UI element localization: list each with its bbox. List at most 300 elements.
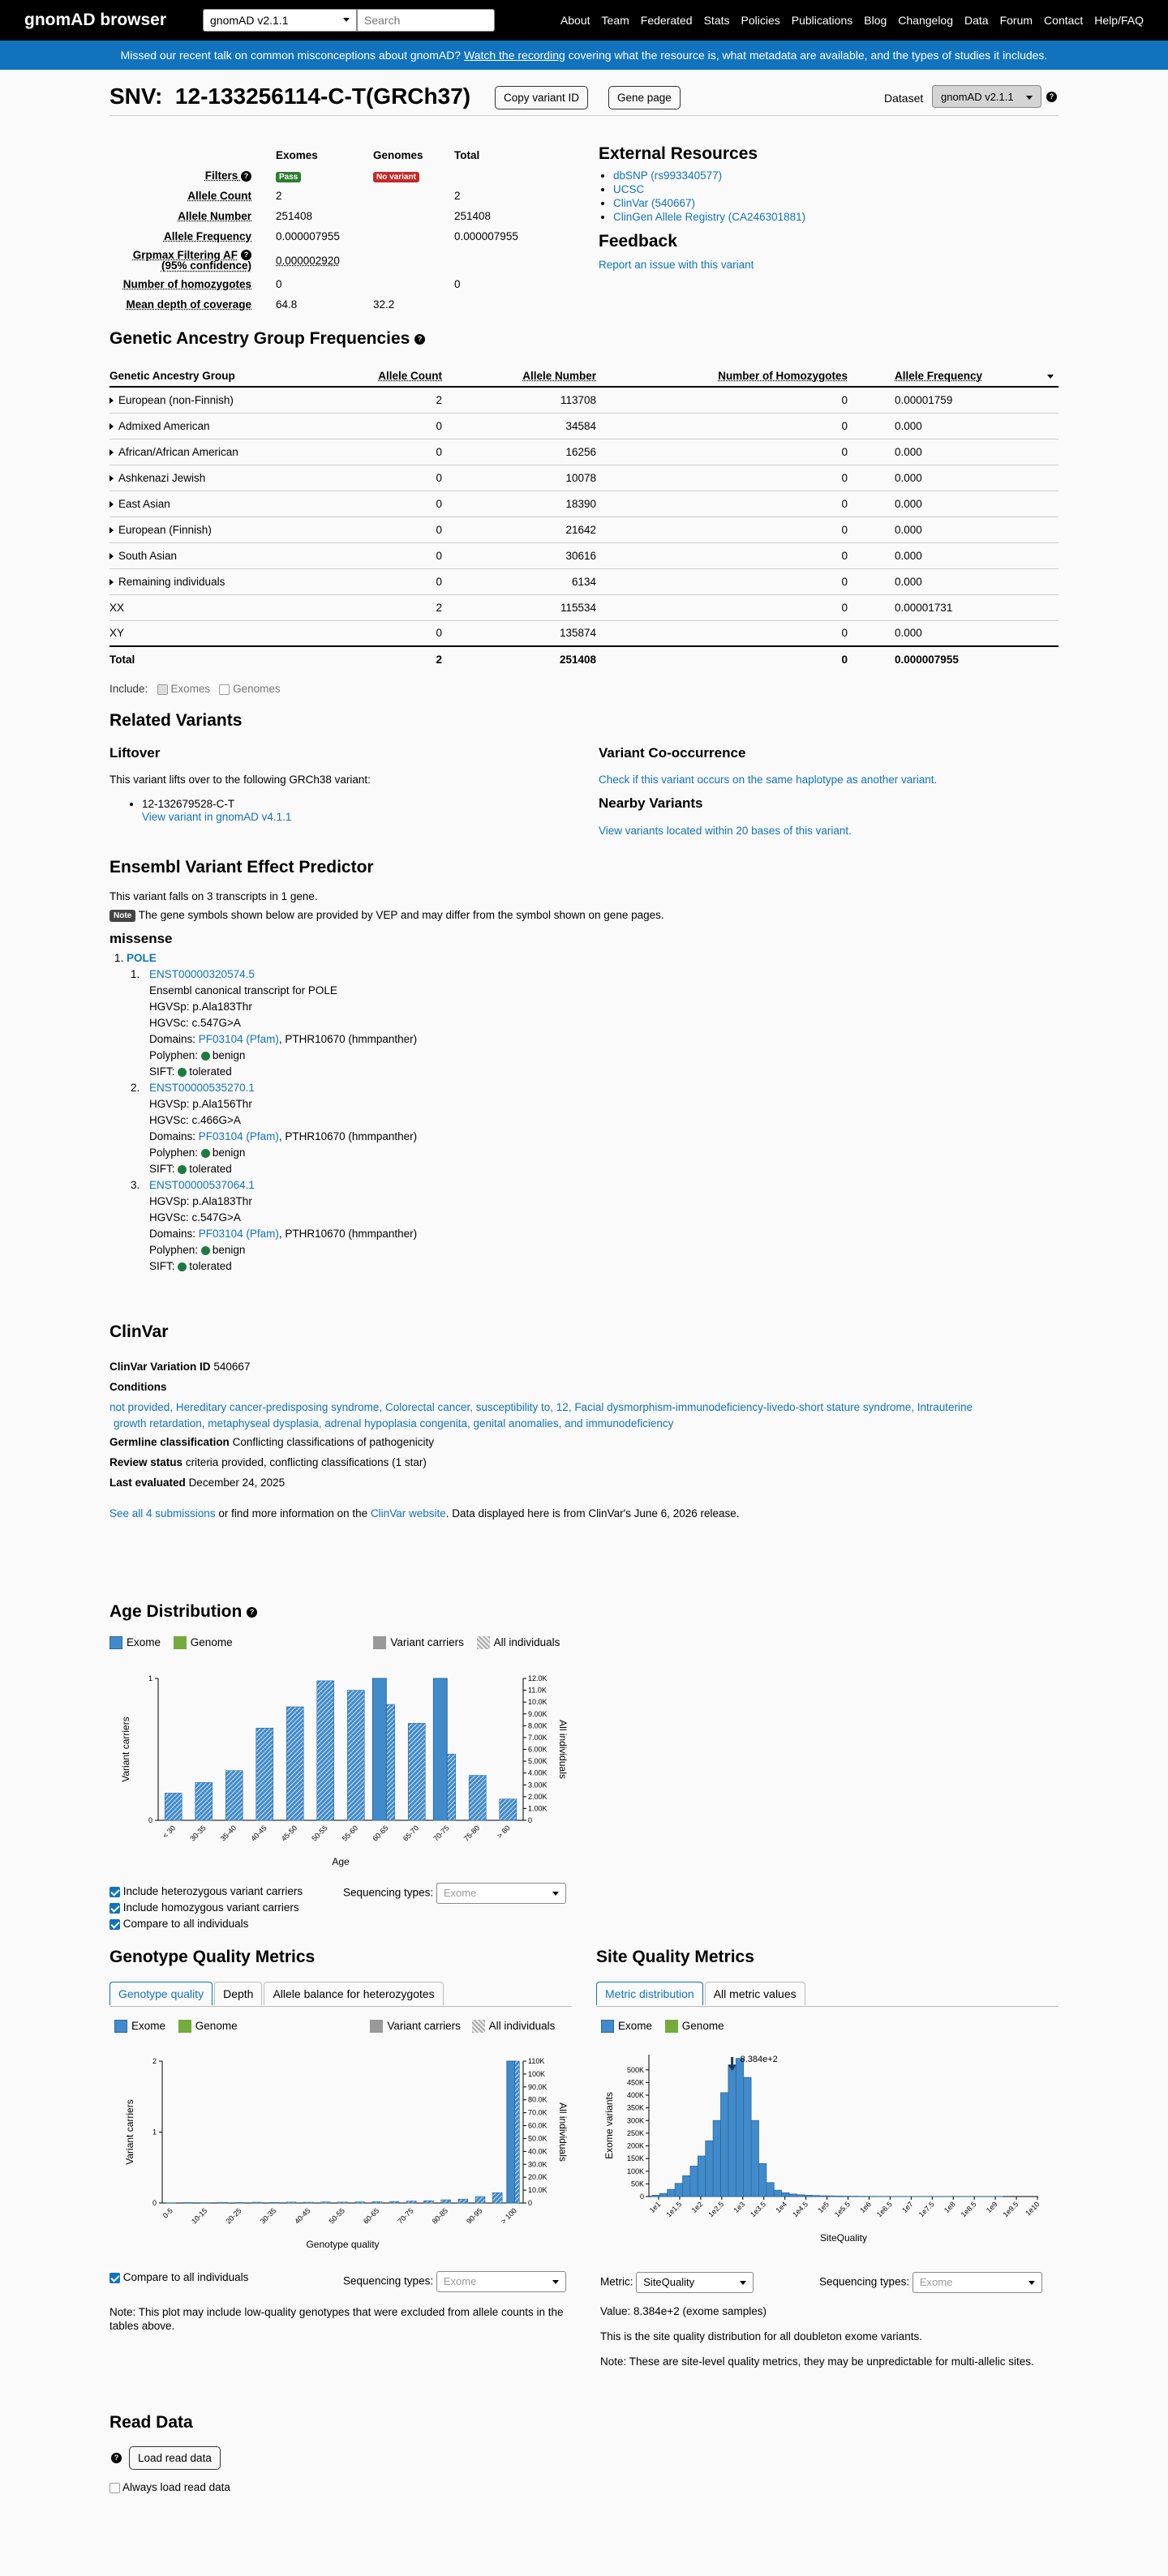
tab-all-metric-values[interactable]: All metric values (705, 1982, 805, 2005)
genome-swatch (178, 2020, 191, 2033)
gq-chart (110, 2047, 572, 2274)
sq-seq-type: Sequencing types: Exome (819, 2272, 1042, 2293)
gene-page-button[interactable]: Gene page (608, 86, 681, 109)
all-individuals-bar (234, 2202, 244, 2203)
summary-table (110, 145, 518, 315)
dataset-label: Dataset (884, 92, 924, 105)
histogram-bar (827, 2196, 835, 2197)
all-individuals-bar (303, 2202, 313, 2203)
all-individuals-bar (469, 1776, 486, 1820)
all-individuals-bar (225, 1771, 243, 1820)
all-individuals-bar (372, 2201, 382, 2203)
all-individuals-bar (183, 2202, 193, 2203)
tolerated-dot-icon (178, 1262, 187, 1271)
histogram-bar (758, 2163, 766, 2197)
x-tick-label: 60-65 (361, 2206, 381, 2226)
y2-tick-label: 1.00K (528, 1804, 548, 1813)
expand-icon[interactable] (110, 397, 114, 404)
x-tick-label: 1e8.5 (959, 2200, 978, 2219)
x-tick-label: 1e3 (732, 2200, 747, 2215)
condition-link[interactable]: growth retardation, metaphyseal dysplasia, adrenal hypoplasia congenita, genital anomalies, and immunodeficiency (114, 1417, 674, 1429)
x-tick-label: > 100 (499, 2206, 518, 2226)
table-row[interactable]: South Asian 0 30616 0 0.000 (110, 542, 1058, 568)
x-tick-label: 75-80 (462, 1824, 482, 1843)
y-tick-label: 350K (626, 2103, 644, 2112)
y-tick-label: 400K (626, 2091, 644, 2099)
include-row: Include: Exomes Genomes (110, 683, 281, 695)
nav-link-about[interactable]: About (560, 14, 590, 27)
all-individuals-bar (256, 1728, 273, 1820)
expand-icon[interactable] (110, 553, 114, 559)
table-row[interactable]: Ashkenazi Jewish 0 10078 0 0.000 (110, 465, 1058, 491)
y2-tick-label: 10.0K (528, 2186, 548, 2195)
all-individuals-bar (286, 2202, 296, 2203)
feedback-title: Feedback (599, 232, 677, 251)
histogram-bar (706, 2141, 713, 2197)
histogram-bar (797, 2195, 804, 2197)
announcement-banner: Missed our recent talk on common misconceptions about gnomAD? Watch the recording covering what the resource is, what metadata are available, and the types of studies it includes. (0, 41, 1168, 70)
histogram-bar (659, 2193, 667, 2197)
col-header[interactable]: Number of Homozygotes (596, 366, 848, 387)
all-individuals-bar (252, 2202, 262, 2203)
cooccurrence-title: Variant Co-occurrence (599, 745, 746, 761)
compare-all-checkbox[interactable] (110, 2273, 120, 2283)
col-header[interactable]: Allele Frequency (848, 366, 1058, 387)
variant-carriers-bar (507, 2061, 515, 2203)
all-individuals-bar (441, 2200, 451, 2203)
x-tick-label: 50-55 (327, 2206, 346, 2226)
y2-tick-label: 60.0K (528, 2121, 548, 2130)
histogram-bar (835, 2196, 842, 2197)
seq-type-select[interactable]: Exome (436, 1883, 566, 1904)
x-tick-label: 0-5 (161, 2206, 175, 2220)
y-tick-label: 150K (626, 2154, 644, 2163)
conditions-list[interactable] (110, 1399, 1058, 1416)
external-link[interactable]: dbSNP (rs993340577) (613, 169, 723, 182)
nav-link-contact[interactable]: Contact (1044, 14, 1084, 27)
y2-tick-label: 90.0K (528, 2082, 548, 2091)
condition-link[interactable]: , Intrauterine (911, 1401, 973, 1413)
age-chart (110, 1659, 596, 1870)
histogram-bar (774, 2190, 781, 2197)
x-tick-label: 1e7.5 (917, 2200, 936, 2219)
y2-tick-label: 5.00K (528, 1757, 548, 1766)
sq-tabs (596, 1982, 807, 2005)
compare-all-checkbox[interactable] (110, 1919, 120, 1930)
transcript-item: 3. ENST00000537064.1 HGVSp: p.Ala183Thr HGVSc: c.547G>A Domains: PF03104 (Pfam), PTHR10670 (hmmpanther) Polyphen: benign SIFT: tolerated (131, 1179, 418, 1272)
x-tick-label: 1e7 (900, 2200, 915, 2215)
condition-link[interactable]: , Facial dysmorphism-immunodeficiency-livedo-short stature syndrome (568, 1401, 912, 1413)
col-exomes: Exomes (276, 149, 318, 161)
variant-carriers-bar (372, 1678, 386, 1820)
nav-link-team[interactable]: Team (601, 14, 629, 27)
x-tick-label: 1e9 (984, 2200, 999, 2215)
vep-intro: This variant falls on 3 transcripts in 1 gene. (110, 890, 318, 902)
y-tick-label: 250K (626, 2128, 644, 2137)
histogram-bar (721, 2093, 728, 2197)
y2-tick-label: 2.00K (528, 1792, 548, 1801)
y2-tick-label: 0 (528, 1816, 533, 1824)
clinvar-title: ClinVar (110, 1322, 169, 1341)
brand-logo[interactable]: gnomAD browser (24, 11, 167, 29)
x-tick-label: 40-45 (249, 1824, 268, 1843)
chevron-down-icon (1028, 2281, 1035, 2285)
expand-icon[interactable] (110, 501, 114, 508)
table-row: XX 2 115534 0 0.00001731 (110, 594, 1058, 620)
page-title: SNV: 12-133256114-C-T(GRCh37) (110, 84, 471, 109)
dataset-select[interactable]: gnomAD v2.1.1 (203, 9, 357, 32)
tab-metric-distribution[interactable]: Metric distribution (596, 1982, 703, 2005)
histogram-bar (812, 2196, 819, 2197)
report-issue-link[interactable]: Report an issue with this variant (599, 259, 754, 271)
external-resources-title: External Resources (599, 144, 758, 163)
x-tick-label: 50-55 (310, 1824, 329, 1843)
tab-allele-balance-for-heterozygotes[interactable]: Allele balance for heterozygotes (264, 1982, 443, 2005)
col-genomes: Genomes (373, 149, 423, 161)
all-individuals-bar (338, 2202, 348, 2203)
nav-link-federated[interactable]: Federated (640, 14, 693, 27)
y-tick-label: 300K (626, 2116, 644, 2125)
table-row[interactable]: Admixed American 0 34584 0 0.000 (110, 413, 1058, 439)
genome-swatch (665, 2020, 678, 2033)
always-load-row: Always load read data (110, 2481, 230, 2493)
summary-row: Number of homozygotes 0 0 (122, 278, 461, 290)
filters-label: Filters (204, 169, 238, 182)
tab-divider (110, 2006, 572, 2007)
x-tick-label: 80-85 (430, 2206, 450, 2226)
condition-link[interactable]: , Hereditary cancer-predisposing syndrome (170, 1401, 380, 1413)
copy-variant-id-button[interactable]: Copy variant ID (495, 86, 588, 109)
x-tick-label: < 30 (161, 1824, 178, 1840)
y2-tick-label: 50.0K (528, 2134, 548, 2143)
y-tick-label: 1 (152, 2128, 157, 2137)
y2-tick-label: 30.0K (528, 2160, 548, 2169)
chevron-down-icon (552, 2280, 559, 2284)
tolerated-dot-icon (178, 1068, 187, 1077)
histogram-bar (744, 2077, 751, 2197)
x-tick-label: 1e1 (647, 2200, 663, 2215)
gq-tabs (110, 1982, 445, 2005)
ancestry-freq-title: Genetic Ancestry Group Frequencies ? (110, 329, 425, 349)
vep-note: Note The gene symbols shown below are provided by VEP and may differ from the symbol shown on gene pages. (110, 909, 664, 922)
main-nav (560, 14, 1144, 27)
transcript-item: 2. ENST00000535270.1 HGVSp: p.Ala156Thr HGVSc: c.466G>A Domains: PF03104 (Pfam), PTHR10670 (hmmpanther) Polyphen: benign SIFT: tolerated (131, 1082, 418, 1175)
age-seq-type: Sequencing types: Exome (343, 1883, 566, 1904)
pfam-link[interactable]: PF03104 (Pfam) (198, 1033, 279, 1045)
y-tick-label: 50K (630, 2180, 644, 2188)
tab-genotype-quality[interactable]: Genotype quality (110, 1982, 213, 2005)
liftover-variant: • 12-132679528-C-T View variant in gnomAD v4.1.1 (142, 798, 291, 824)
transcript-link[interactable]: ENST00000320574.5 (149, 968, 255, 980)
sq-legend: Exome Genome (601, 2020, 724, 2033)
gq-note: Note: This plot may include low-quality genotypes that were excluded from allele counts in the tables above. (110, 2306, 564, 2332)
col-total: Total (454, 149, 480, 161)
benign-dot-icon (201, 1149, 210, 1158)
help-icon[interactable]: ? (241, 250, 251, 260)
histogram-bar (736, 2059, 743, 2197)
x-tick-label: 70-75 (396, 2206, 415, 2226)
histogram-bar (652, 2195, 659, 2197)
pfam-link[interactable]: PF03104 (Pfam) (198, 1228, 279, 1240)
summary-row: Allele Frequency 0.000007955 0.000007955 (163, 230, 518, 242)
age-options: Include heterozygous variant carriers Include homozygous variant carriers Compare to all individuals (110, 1884, 303, 1932)
histogram-bar (698, 2156, 705, 2197)
nav-link-data[interactable]: Data (964, 14, 989, 27)
table-row[interactable]: East Asian 0 18390 0 0.000 (110, 491, 1058, 516)
y2-tick-label: 100K (528, 2069, 546, 2078)
all-individuals-bar (424, 2201, 434, 2203)
expand-icon[interactable] (110, 423, 114, 430)
sq-note: Note: These are site-level quality metrics, they may be unpredictable for multi-allelic sites. (600, 2355, 1034, 2368)
nav-link-publications[interactable]: Publications (791, 14, 853, 27)
grpmax-row: Grpmax Filtering AF ? (95% confidence) 0.000002920 (110, 246, 518, 274)
x-tick-label: 1e9.5 (1001, 2200, 1020, 2219)
condition-link[interactable]: not provided (110, 1401, 170, 1413)
pfam-link[interactable]: PF03104 (Pfam) (198, 1130, 279, 1142)
dataset-dropdown[interactable]: gnomAD v2.1.1 (932, 85, 1041, 108)
no-variant-badge: No variant (373, 172, 419, 182)
x-tick-label: 1e5 (816, 2200, 831, 2215)
x-tick-label: 1e8 (942, 2200, 957, 2215)
transcript-link[interactable]: ENST00000535270.1 (149, 1082, 255, 1094)
all-individuals-swatch (477, 1636, 490, 1649)
expand-icon[interactable] (110, 449, 114, 456)
y2-tick-label: 6.00K (528, 1745, 548, 1754)
col-header[interactable]: Allele Count (328, 366, 442, 387)
histogram-bar (766, 2183, 774, 2197)
gq-legend: Exome Genome Variant carriers All individuals (114, 2020, 577, 2033)
always-load-checkbox[interactable] (110, 2483, 120, 2493)
variant-header (110, 84, 1058, 116)
benign-dot-icon (201, 1246, 210, 1255)
x-tick-label: 10-15 (190, 2206, 209, 2226)
nav-link-changelog[interactable]: Changelog (898, 14, 954, 27)
y2-tick-label: 8.00K (528, 1721, 548, 1730)
gq-compare: Compare to all individuals (110, 2271, 248, 2283)
histogram-bar (683, 2175, 690, 2197)
y2-tick-label: 10.0K (528, 1698, 548, 1707)
search-input[interactable] (357, 9, 495, 32)
tab-depth[interactable]: Depth (214, 1982, 262, 2005)
all-individuals-bar (408, 1723, 425, 1820)
all-individuals-bar (195, 1782, 213, 1820)
y2-tick-label: 4.00K (528, 1768, 548, 1777)
y2-tick-label: 110K (528, 2057, 545, 2065)
external-link[interactable]: ClinGen Allele Registry (CA246301881) (613, 211, 806, 223)
external-link[interactable]: UCSC (613, 183, 645, 195)
col-header[interactable]: Allele Number (442, 366, 596, 387)
value-annotation: 8.384e+2 (740, 2055, 778, 2064)
all-individuals-bar (269, 2202, 279, 2203)
nearby-link[interactable]: View variants located within 20 bases of this variant. (599, 825, 852, 837)
y-tick-label: 500K (626, 2065, 644, 2074)
all-individuals-bar (475, 2197, 485, 2203)
histogram-bar (728, 2065, 736, 2197)
x-tick-label: 35-40 (218, 1824, 238, 1843)
all-individuals-bar (320, 2202, 330, 2203)
include-het-checkbox[interactable] (110, 1887, 120, 1897)
table-row[interactable]: European (non-Finnish) 2 113708 0 0.00001759 (110, 387, 1058, 413)
all-individuals-bar (347, 1691, 364, 1820)
carriers-swatch (373, 1636, 386, 1649)
liftover-list (142, 798, 291, 824)
x-tick-label: 1e2.5 (706, 2200, 726, 2219)
chevron-down-icon (1026, 96, 1033, 100)
sq-value: Value: 8.384e+2 (exome samples) (600, 2305, 766, 2317)
include-genomes-checkbox[interactable] (219, 684, 230, 695)
table-row[interactable]: Remaining individuals 0 6134 0 0.000 (110, 568, 1058, 594)
x-tick-label: 55-60 (340, 1824, 360, 1843)
sq-desc: This is the site quality distribution for all doubleton exome variants. (600, 2330, 922, 2342)
all-individuals-bar (217, 2202, 227, 2203)
external-link[interactable]: ClinVar (540667) (613, 197, 696, 209)
vep-gene-list: 1. POLE 1. ENST00000320574.5 Ensembl canonical transcript for POLE HGVSp: p.Ala183Thr HGVSc: c.547G>A Domains: PF03104 (Pfam), PTHR10670 (hmmpanther) Polyphen: benign SIFT: tolerated 2. ENST00000535270.1 HGVSp: p.Ala156Thr HGVSc: c.466G>A Domains: PF03104 (Pfam), PTHR10670 (hmmpanther) Polyphen: benign SIFT: tolerated 3. ENST00000537064.1 HGVSp: p.Ala183Thr HGVSc: c.547G>A Domains: PF03104 (Pfam), PTHR10670 (hmmpanther) Polyphen: benign SIFT: tolerated (110, 950, 417, 1275)
grpmax-exome: 0.000002920 (276, 254, 340, 267)
table-row[interactable]: European (Finnish) 0 21642 0 0.000 (110, 516, 1058, 542)
transcript-link[interactable]: ENST00000537064.1 (149, 1179, 255, 1191)
exome-swatch (110, 1636, 122, 1649)
histogram-bar (713, 2120, 720, 2197)
x-tick-label: 30-35 (188, 1824, 208, 1843)
external-resources (599, 144, 1053, 271)
summary-row: Mean depth of coverage 64.8 32.2 (126, 298, 395, 311)
y2-tick-label: 3.00K (528, 1781, 548, 1789)
x-tick-label: 45-50 (279, 1824, 299, 1843)
nav-link-stats[interactable]: Stats (703, 14, 730, 27)
y-tick-label: 0 (148, 1816, 152, 1824)
top-nav-bar (0, 0, 1168, 41)
all-submissions-link[interactable]: See all 4 submissions (110, 1507, 216, 1519)
gene-link[interactable]: POLE (127, 952, 157, 964)
x-axis-label: Age (332, 1856, 350, 1867)
y2-tick-label: 7.00K (528, 1733, 548, 1742)
x-tick-label: 60-65 (371, 1824, 390, 1843)
liftover-title: Liftover (110, 745, 161, 761)
banner-link[interactable]: Watch the recording (464, 49, 565, 62)
liftover-text: This variant lifts over to the following GRCh38 variant: (110, 774, 371, 786)
chevron-down-icon (552, 1892, 559, 1896)
y-tick-label: 0 (152, 2199, 157, 2207)
y2-tick-label: 80.0K (528, 2095, 548, 2104)
include-hom-checkbox[interactable] (110, 1903, 120, 1914)
table-row: XY 0 135874 0 0.000 (110, 620, 1058, 646)
y2-tick-label: 12.0K (528, 1674, 548, 1682)
help-icon[interactable]: ? (111, 2453, 122, 2463)
y-tick-label: 100K (626, 2167, 644, 2175)
clinvar-website-link[interactable]: ClinVar website (370, 1507, 446, 1519)
pass-badge: Pass (276, 172, 301, 182)
histogram-bar (668, 2189, 675, 2197)
summary-row: Allele Number 251408 251408 (178, 210, 492, 222)
x-tick-label: 1e4 (774, 2200, 789, 2215)
clinvar-section: ClinVar Variation ID 540667 Conditions not provided, Hereditary cancer-predisposing syndrome, Colorectal cancer, susceptibility to, 12, Facial dysmorphism-immunodeficiency-livedo-short stature syndrome, Intrauterine growth retardation, metaphyseal dysplasia, adrenal hypoplasia congenita, genital anomalies, and immunodeficiency Germline classification Conflicting classifications of pathogenicity Review status criteria provided, conflicting classifications (1 star) Last evaluated December 24, 2025 See all 4 submissions or find more information on the ClinVar website. Data displayed here is from ClinVar's June 6, 2026 release. (110, 1359, 1058, 1522)
y-axis-label: Variant carriers (120, 1717, 131, 1782)
all-individuals-bar (317, 1681, 334, 1820)
all-individuals-bar (355, 2202, 365, 2203)
help-icon[interactable]: ? (1046, 92, 1057, 102)
col-header[interactable]: Genetic Ancestry Group (110, 366, 328, 387)
all-individuals-bar (165, 1793, 182, 1820)
genotype-quality-title: Genotype Quality Metrics (110, 1948, 316, 1966)
x-tick-label: 65-70 (401, 1824, 421, 1843)
consequence-title: missense (110, 931, 173, 946)
help-icon[interactable]: ? (414, 334, 425, 345)
nav-link-policies[interactable]: Policies (741, 14, 780, 27)
read-data-title: Read Data (110, 2413, 193, 2432)
y-tick-label: 200K (626, 2141, 644, 2150)
x-tick-label: 30-35 (258, 2206, 278, 2226)
tab-divider (596, 2006, 1058, 2007)
sort-icon[interactable] (1047, 375, 1054, 379)
seq-type-select[interactable]: Exome (912, 2272, 1042, 2293)
x-tick-label: 1e6.5 (874, 2200, 894, 2219)
liftover-link[interactable]: View variant in gnomAD v4.1.1 (142, 811, 292, 823)
y-axis-label: Variant carriers (124, 2099, 135, 2165)
load-read-data-button[interactable]: Load read data (129, 2446, 221, 2470)
x-tick-label: 20-25 (224, 2206, 243, 2226)
x-tick-label: 1e1.5 (664, 2200, 684, 2219)
tolerated-dot-icon (178, 1165, 187, 1174)
histogram-bar (782, 2192, 789, 2197)
exome-swatch (601, 2020, 614, 2033)
table-row[interactable]: African/African American 0 16256 0 0.000 (110, 439, 1058, 465)
help-icon[interactable]: ? (241, 171, 251, 182)
seq-type-select[interactable]: Exome (436, 2271, 566, 2292)
x-tick-label: 1e5.5 (832, 2200, 852, 2219)
site-quality-title: Site Quality Metrics (596, 1948, 754, 1966)
variant-carriers-bar (433, 1678, 447, 1820)
exome-swatch (114, 2020, 127, 2033)
sq-chart (596, 2040, 1058, 2259)
y2-tick-label: 9.00K (528, 1709, 548, 1718)
all-individuals-swatch (472, 2020, 485, 2033)
expand-icon[interactable] (110, 475, 114, 482)
nav-link-helpfaq[interactable]: Help/FAQ (1094, 14, 1144, 27)
x-tick-label: 90-95 (465, 2206, 484, 2226)
cooccurrence-link[interactable]: Check if this variant occurs on the same haplotype as another variant. (599, 774, 938, 786)
expand-icon[interactable] (110, 579, 114, 585)
ancestry-freq-table (110, 366, 1058, 672)
all-individuals-bar (389, 2201, 399, 2203)
include-exomes-checkbox[interactable] (157, 684, 168, 695)
age-legend: Exome Genome Variant carriers All individuals (110, 1636, 560, 1649)
expand-icon[interactable] (110, 527, 114, 534)
vep-title: Ensembl Variant Effect Predictor (110, 858, 374, 877)
y-axis-label: Exome variants (603, 2092, 615, 2159)
y2-axis-label: All individuals (557, 2102, 569, 2162)
chevron-down-icon (343, 18, 350, 22)
y2-tick-label: 0 (528, 2199, 533, 2207)
y2-tick-label: 20.0K (528, 2173, 548, 2182)
summary-row: Allele Count 2 2 (187, 190, 461, 202)
histogram-bar (751, 2120, 758, 2197)
x-axis-label: Genotype quality (306, 2239, 380, 2250)
table-row: Total 2 251408 0 0.000007955 (110, 646, 1058, 672)
histogram-bar (789, 2194, 797, 2197)
nav-link-blog[interactable]: Blog (864, 14, 887, 27)
nav-link-forum[interactable]: Forum (999, 14, 1033, 27)
all-individuals-bar (286, 1707, 303, 1820)
x-tick-label: 1e10 (1024, 2200, 1041, 2218)
x-tick-label: 70-75 (432, 1824, 451, 1843)
x-tick-label: 1e6 (858, 2200, 873, 2215)
histogram-bar (675, 2184, 682, 2197)
related-variants-title: Related Variants (110, 711, 243, 730)
condition-link[interactable]: , Colorectal cancer, susceptibility to, 12 (379, 1401, 569, 1413)
metric-select[interactable]: SiteQuality (636, 2272, 754, 2293)
help-icon[interactable]: ? (247, 1607, 257, 1618)
all-individuals-bar (500, 1799, 517, 1820)
